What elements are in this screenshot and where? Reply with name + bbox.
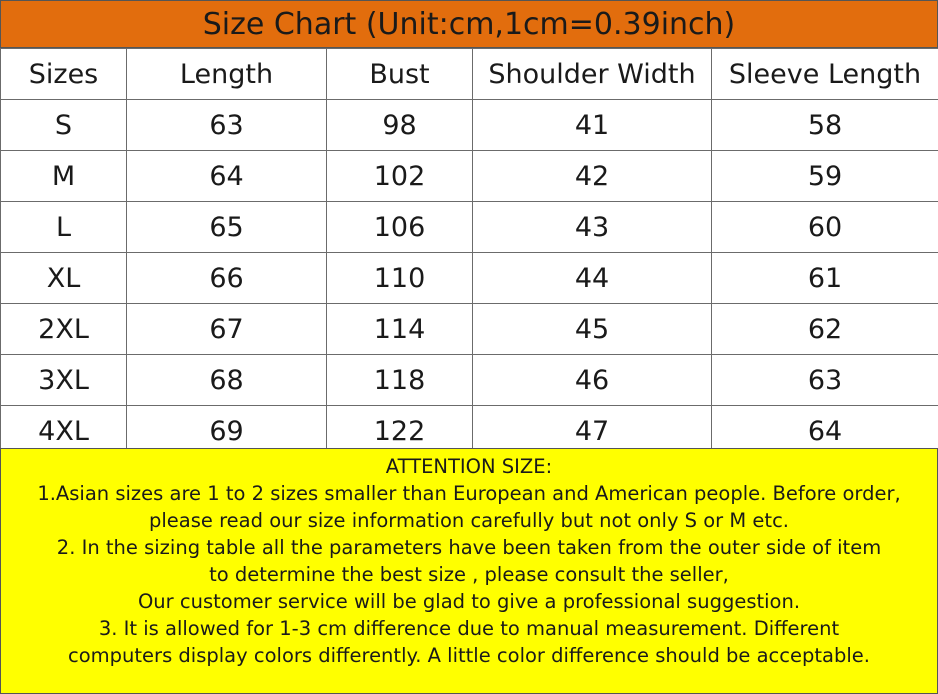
cell-length: 65: [127, 202, 327, 253]
cell-bust: 110: [327, 253, 473, 304]
cell-length: 64: [127, 151, 327, 202]
table-row: [1, 355, 938, 406]
cell-size: S: [1, 100, 127, 151]
cell-shoulder-width: 43: [473, 202, 712, 253]
cell-size: L: [1, 202, 127, 253]
cell-bust: 118: [327, 355, 473, 406]
attention-notes: [0, 448, 938, 694]
notes-line: to determine the best size , please consult the seller,: [209, 563, 729, 586]
cell-length: 67: [127, 304, 327, 355]
cell-size: 3XL: [1, 355, 127, 406]
notes-line: computers display colors differently. A little color difference should be acceptable.: [68, 644, 870, 667]
cell-shoulder-width: 46: [473, 355, 712, 406]
table-row: [1, 253, 938, 304]
header-sleeve-length: Sleeve Length: [712, 49, 938, 100]
header-length: Length: [127, 49, 327, 100]
cell-shoulder-width: 44: [473, 253, 712, 304]
size-table: [0, 48, 938, 457]
notes-line: 1.Asian sizes are 1 to 2 sizes smaller than European and American people. Before order,: [37, 482, 901, 505]
cell-size: XL: [1, 253, 127, 304]
notes-line: Our customer service will be glad to give a professional suggestion.: [137, 590, 801, 613]
header-shoulder-width: Shoulder Width: [473, 49, 712, 100]
chart-title: Size Chart (Unit:cm,1cm=0.39inch): [0, 0, 938, 48]
cell-bust: 102: [327, 151, 473, 202]
cell-shoulder-width: 42: [473, 151, 712, 202]
cell-size: M: [1, 151, 127, 202]
cell-length: 69: [127, 406, 327, 457]
cell-shoulder-width: 41: [473, 100, 712, 151]
cell-length: 68: [127, 355, 327, 406]
table-row: [1, 304, 938, 355]
cell-size: 4XL: [1, 406, 127, 457]
cell-shoulder-width: 45: [473, 304, 712, 355]
cell-bust: 122: [327, 406, 473, 457]
cell-sleeve-length: 58: [712, 100, 938, 151]
cell-length: 66: [127, 253, 327, 304]
cell-bust: 98: [327, 100, 473, 151]
notes-line: please read our size information carefully but not only S or M etc.: [149, 509, 789, 532]
cell-sleeve-length: 61: [712, 253, 938, 304]
header-sizes: Sizes: [1, 49, 127, 100]
header-bust: Bust: [327, 49, 473, 100]
cell-bust: 114: [327, 304, 473, 355]
notes-line: 3. It is allowed for 1-3 cm difference due to manual measurement. Different: [98, 617, 840, 640]
cell-size: 2XL: [1, 304, 127, 355]
cell-bust: 106: [327, 202, 473, 253]
cell-sleeve-length: 62: [712, 304, 938, 355]
table-row: [1, 202, 938, 253]
table-row: [1, 100, 938, 151]
cell-shoulder-width: 47: [473, 406, 712, 457]
cell-sleeve-length: 64: [712, 406, 938, 457]
notes-line: 2. In the sizing table all the parameters have been taken from the outer side of item: [56, 536, 882, 559]
table-row: [1, 151, 938, 202]
table-header-row: [1, 49, 938, 100]
cell-sleeve-length: 60: [712, 202, 938, 253]
cell-sleeve-length: 63: [712, 355, 938, 406]
notes-heading: ATTENTION SIZE:: [385, 455, 553, 478]
cell-sleeve-length: 59: [712, 151, 938, 202]
cell-length: 63: [127, 100, 327, 151]
